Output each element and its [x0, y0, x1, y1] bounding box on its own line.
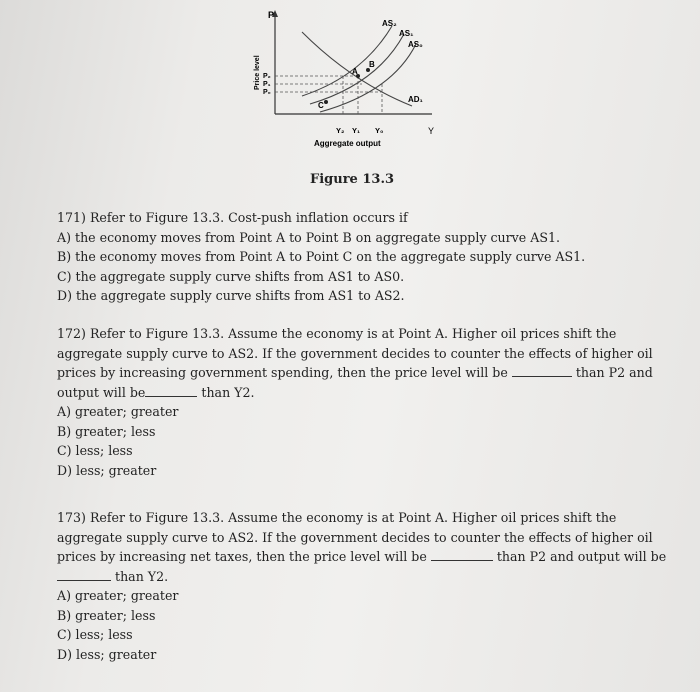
point-c [324, 100, 328, 104]
y-axis-title: Price level [254, 55, 261, 90]
y2-tick: Y₂ [336, 126, 345, 135]
p2-tick: P₂ [263, 73, 271, 80]
stem-text: prices by increasing net taxes, then the price level will be [57, 549, 427, 564]
question-stem-line-2: aggregate supply curve to AS2. If the government decides to counter the effects of higher oil [57, 529, 653, 545]
option-a: A) greater; greater [57, 588, 179, 603]
option-a: A) the economy moves from Point A to Point B on aggregate supply curve AS1. [57, 229, 560, 245]
question-stem-line-1: 172) Refer to Figure 13.3. Assume the economy is at Point A. Higher oil prices shift the [57, 326, 617, 341]
option-b: B) greater; less [57, 423, 156, 439]
p0-tick: P₀ [263, 89, 271, 96]
option-a: A) greater; greater [57, 404, 179, 419]
figure-caption: Figure 13.3 [310, 172, 395, 187]
answer-blank [145, 384, 197, 397]
question-stem-line-3 [57, 363, 677, 383]
stem-text: than P2 and [575, 365, 653, 380]
ad1-label: AD₁ [408, 95, 423, 104]
question-stem-line-1: 173) Refer to Figure 13.3. Assume the economy is at Point A. Higher oil prices shift the [57, 510, 617, 525]
option-d: D) less; greater [57, 462, 157, 478]
stem-text: than P2 and output will be [496, 549, 667, 564]
option-d: D) less; greater [57, 646, 157, 662]
x-axis-title: Aggregate output [314, 139, 381, 148]
question-stem-line-4 [57, 567, 677, 587]
as1-label: AS₁ [399, 29, 414, 38]
option-b: B) greater; less [57, 607, 156, 623]
stem-text: output will be [57, 384, 146, 400]
stem-text: prices by increasing government spending, then the price level will be [57, 365, 508, 380]
option-c: C) the aggregate supply curve shifts from AS1 to AS0. [57, 268, 405, 284]
figure-13-3 [232, 4, 472, 154]
stem-text: than Y2. [201, 384, 255, 400]
as-ad-diagram [232, 4, 472, 154]
question-stem-line-4 [57, 383, 677, 403]
option-b: B) the economy moves from Point A to Point C on the aggregate supply curve AS1. [57, 249, 586, 264]
answer-blank [57, 568, 111, 581]
axis-x-label: Y [428, 126, 435, 136]
question-173 [57, 508, 677, 664]
question-stem-line-2: aggregate supply curve to AS2. If the government decides to counter the effects of higher oil [57, 345, 653, 361]
option-d: D) the aggregate supply curve shifts from AS1 to AS2. [57, 288, 405, 303]
option-c: C) less; less [57, 627, 133, 642]
question-stem-line-3 [57, 547, 677, 567]
answer-blank [512, 364, 572, 377]
answer-blank [431, 548, 493, 561]
question-171 [57, 208, 677, 306]
stem-text: than Y2. [115, 568, 169, 584]
y1-tick: Y₁ [352, 126, 361, 135]
point-c-label: C [318, 101, 324, 110]
axis-y-label: P [268, 10, 275, 20]
point-b-label: B [369, 60, 375, 69]
y0-tick: Y₀ [375, 126, 384, 135]
as2-label: AS₂ [382, 19, 397, 28]
p1-tick: P₁ [263, 81, 271, 88]
question-172 [57, 324, 677, 480]
option-c: C) less; less [57, 443, 133, 458]
as0-label: AS₀ [408, 40, 423, 49]
question-stem: 171) Refer to Figure 13.3. Cost-push inflation occurs if [57, 210, 408, 225]
point-a-label: A [352, 67, 358, 76]
